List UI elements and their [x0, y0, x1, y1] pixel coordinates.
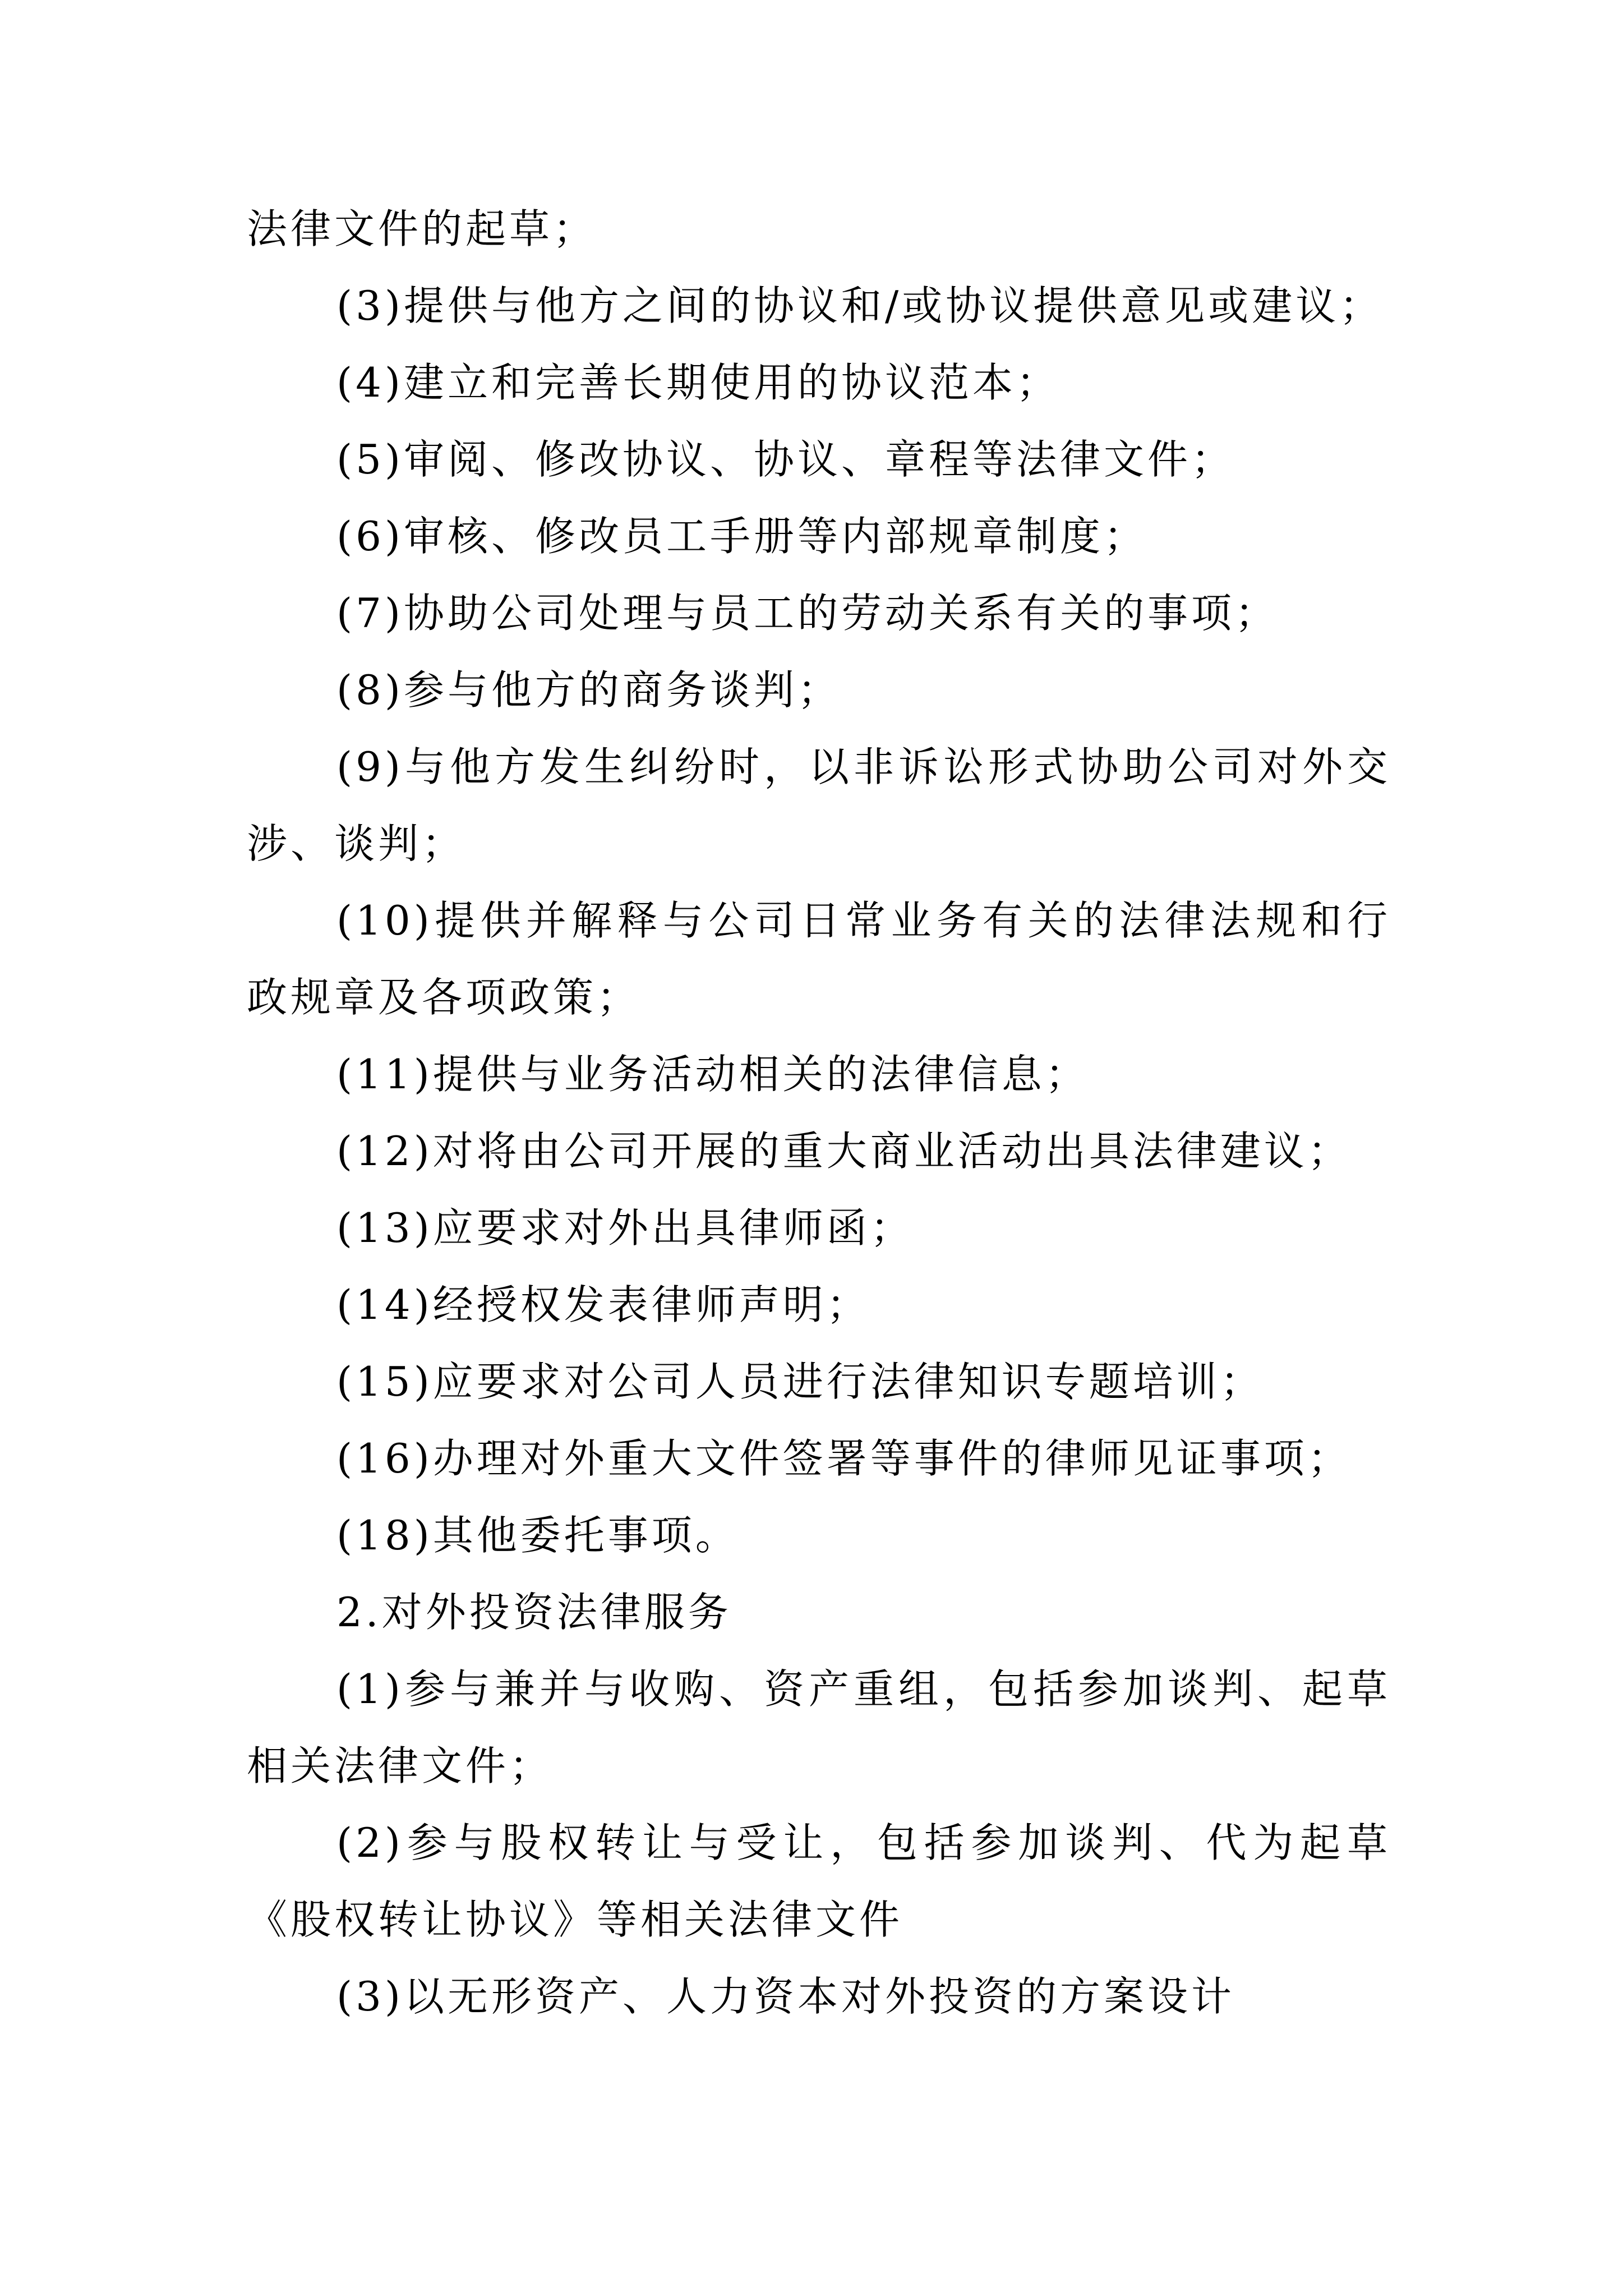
paragraph-item-6: (6)审核、修改员工手册等内部规章制度； — [336, 513, 1147, 560]
paragraph-continuation: 法律文件的起草； — [247, 205, 597, 252]
paragraph-item-3: (3)提供与他方之间的协议和/或协议提供意见或建议； — [336, 282, 1384, 329]
document-body — [247, 191, 1391, 2035]
paragraph-item-13: (13)应要求对外出具律师函； — [336, 1204, 914, 1251]
paragraph-investment-item-3: (3)以无形资产、人力资本对外投资的方案设计 — [336, 1973, 1235, 2020]
paragraph-item-10: (10)提供并解释与公司日常业务有关的法律法规和行政规章及各项政策； — [247, 897, 1391, 1021]
paragraph-item-12: (12)对将由公司开展的重大商业活动出具法律建议； — [336, 1128, 1352, 1175]
paragraph-item-5: (5)审阅、修改协议、协议、章程等法律文件； — [336, 436, 1235, 483]
paragraph-investment-item-2: (2)参与股权转让与受让，包括参加谈判、代为起草《股权转让协议》等相关法律文件 — [247, 1819, 1391, 1943]
paragraph-item-9: (9)与他方发生纠纷时，以非诉讼形式协助公司对外交涉、谈判； — [247, 743, 1391, 867]
paragraph-item-18: (18)其他委托事项。 — [336, 1512, 739, 1559]
paragraph-item-7: (7)协助公司处理与员工的劳动关系有关的事项； — [336, 590, 1279, 637]
paragraph-item-15: (15)应要求对公司人员进行法律知识专题培训； — [336, 1358, 1264, 1405]
paragraph-item-14: (14)经授权发表律师声明； — [336, 1281, 870, 1328]
paragraph-investment-item-1: (1)参与兼并与收购、资产重组，包括参加谈判、起草相关法律文件； — [247, 1665, 1391, 1789]
section-heading-investment: 2.对外投资法律服务 — [336, 1589, 732, 1636]
paragraph-item-4: (4)建立和完善长期使用的协议范本； — [336, 359, 1060, 406]
paragraph-item-11: (11)提供与业务活动相关的法律信息； — [336, 1051, 1089, 1098]
paragraph-item-16: (16)办理对外重大文件签署等事件的律师见证事项； — [336, 1435, 1352, 1482]
paragraph-item-8: (8)参与他方的商务谈判； — [336, 666, 841, 714]
